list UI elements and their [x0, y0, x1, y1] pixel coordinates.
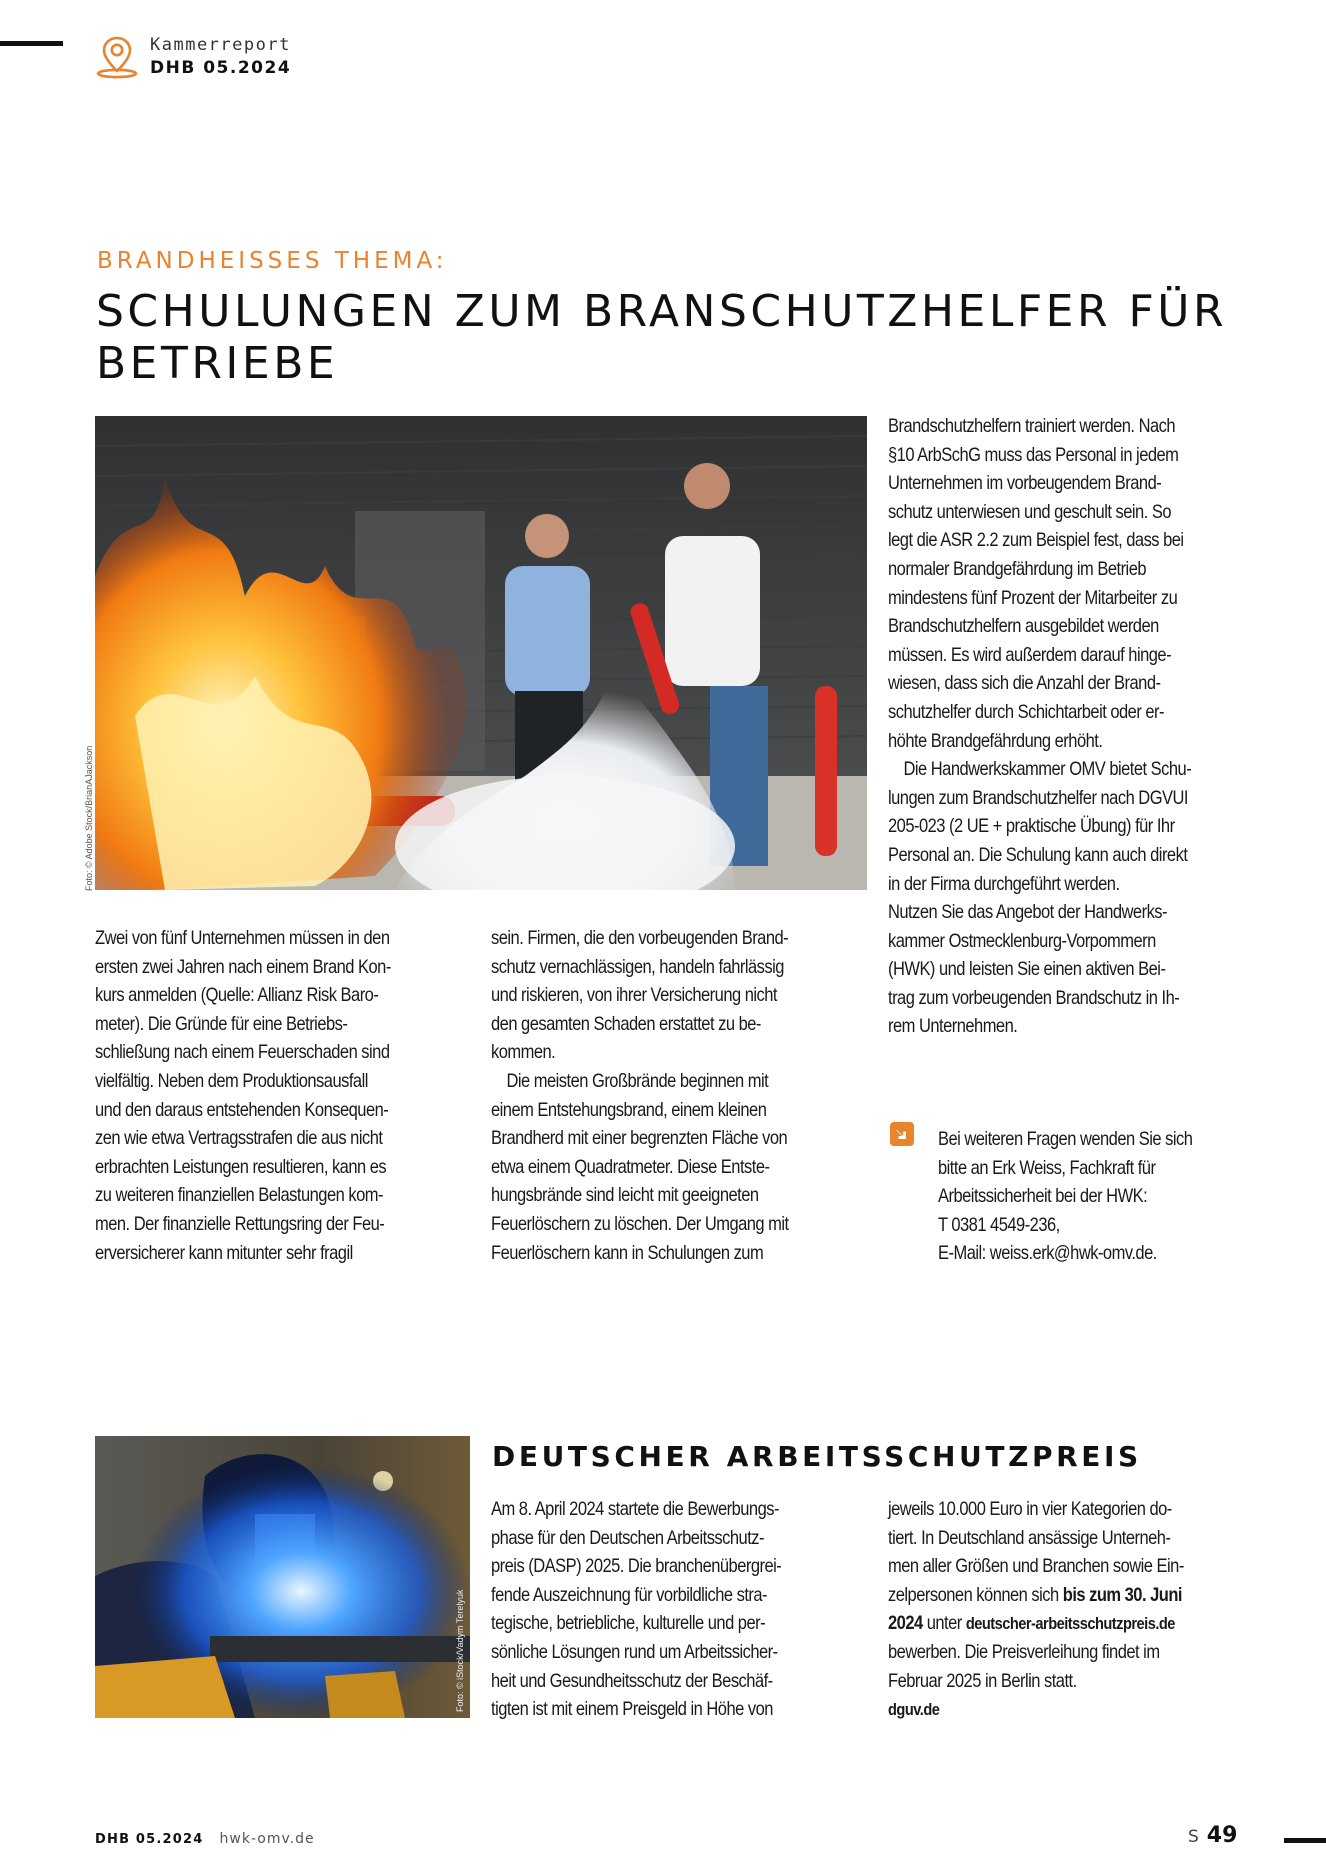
text-line: fende Auszeichnung für vorbildliche stra-	[491, 1584, 768, 1606]
text-line: und den daraus entstehenden Konsequen-	[95, 1099, 389, 1121]
text-line	[888, 1582, 1184, 1611]
text-line: lungen zum Brandschutzhelfer nach DGVUI	[888, 787, 1188, 809]
text-line: Brandschutzhelfern ausgebildet werden	[888, 616, 1159, 638]
fire-extinguisher-training-photo	[95, 416, 867, 890]
text-line: und riskieren, von ihrer Versicherung nicht	[491, 985, 778, 1007]
contact-info-box	[938, 1126, 1192, 1269]
text-line: mindestens fünf Prozent der Mitarbeiter zu	[888, 587, 1178, 609]
text-line: men aller Größen und Branchen sowie Ein-	[888, 1556, 1184, 1578]
text-line: Bei weiteren Fragen wenden Sie sich	[938, 1129, 1193, 1150]
text-line: in der Firma durchgeführt werden.	[888, 873, 1120, 895]
text-line: kammer Ostmecklenburg-Vorpommern	[888, 930, 1156, 952]
welder-photo	[95, 1436, 470, 1718]
text-fragment: unter	[922, 1613, 966, 1635]
text-line: schutz unterwiesen und geschult sein. So	[888, 501, 1171, 523]
text-line: meter). Die Gründe für eine Betriebs-	[95, 1013, 348, 1035]
text-line: schutzhelfer durch Schichtarbeit oder er-	[888, 701, 1165, 723]
text-line: §10 ArbSchG muss das Personal in jedem	[888, 444, 1179, 466]
text-line: tegische, betriebliche, kulturelle und per-	[491, 1613, 766, 1635]
text-line: tiert. In Deutschland ansässige Unterneh-	[888, 1527, 1171, 1549]
text-line: Unternehmen im vorbeugendem Brand-	[888, 473, 1162, 495]
text-line: (HWK) und leisten Sie einen aktiven Bei-	[888, 959, 1166, 981]
award-website-link[interactable]: deutscher-arbeitsschutzpreis.de	[965, 1614, 1175, 1634]
text-line: etwa einem Quadratmeter. Diese Entste-	[491, 1156, 770, 1178]
text-line: bitte an Erk Weiss, Fachkraft für	[938, 1157, 1156, 1179]
text-line: sönliche Lösungen rund um Arbeitssicher-	[491, 1641, 778, 1663]
deadline-highlight: bis zum 30. Juni	[1062, 1584, 1182, 1606]
text-line: ersten zwei Jahren nach einem Brand Kon-	[95, 956, 391, 978]
text-line: vielfältig. Neben dem Produktionsausfall	[95, 1070, 368, 1092]
text-line: Feuerlöschern kann in Schulungen zum	[491, 1242, 764, 1264]
text-line: den gesamten Schaden erstattet zu be-	[491, 1013, 761, 1035]
text-line	[888, 1610, 1184, 1639]
text-line: kommen.	[491, 1042, 556, 1064]
text-line: hungsbrände sind leicht mit geeigneten	[491, 1185, 759, 1207]
text-line: Die meisten Großbrände beginnen mit	[506, 1070, 769, 1092]
text-line: Februar 2025 in Berlin statt.	[888, 1670, 1077, 1692]
page-number	[1188, 1823, 1237, 1848]
text-line: Die Handwerkskammer OMV bietet Schu-	[903, 759, 1192, 781]
text-line: legt die ASR 2.2 zum Beispiel fest, dass bei	[888, 530, 1184, 552]
bottom-rule	[1284, 1838, 1326, 1843]
text-line: preis (DASP) 2025. Die branchenübergrei-	[491, 1556, 782, 1578]
page-footer	[95, 1831, 315, 1847]
page-header	[96, 34, 291, 80]
article-column-1	[95, 925, 391, 1268]
issue-label: DHB 05.2024	[150, 58, 292, 78]
text-line: Arbeitssicherheit bei der HWK:	[938, 1186, 1148, 1208]
photo-credit: Foto: © iStock/Vadym Terelyuk	[455, 1589, 465, 1712]
text-line: müssen. Es wird außerdem darauf hinge-	[888, 644, 1172, 666]
deadline-year: 2024	[888, 1613, 923, 1635]
text-line: zen wie etwa Vertragsstrafen die aus nicht	[95, 1128, 383, 1150]
text-fragment: zelpersonen können sich	[888, 1584, 1063, 1606]
text-line: erbrachten Leistungen resultieren, kann es	[95, 1156, 387, 1178]
article-column-2	[491, 925, 789, 1268]
footer-issue: DHB 05.2024	[95, 1832, 204, 1847]
text-line: men. Der finanzielle Rettungsring der Feu-	[95, 1213, 385, 1235]
text-line: einem Entstehungsbrand, einem kleinen	[491, 1099, 767, 1121]
top-rule	[0, 41, 63, 46]
text-line: normaler Brandgefährdung im Betrieb	[888, 558, 1147, 580]
article-overline: BRANDHEISSES THEMA:	[97, 248, 448, 274]
photo-credit: Foto: © Adobe Stock/BrianAJackson	[84, 745, 94, 891]
article-column-3	[888, 413, 1191, 1042]
text-line: schließung nach einem Feuerschaden sind	[95, 1042, 390, 1064]
text-line: zu weiteren finanziellen Belastungen kom-	[95, 1185, 383, 1207]
section-kicker: Kammerreport	[150, 35, 291, 55]
footer-website-link[interactable]: hwk-omv.de	[219, 1831, 315, 1847]
text-line: jeweils 10.000 Euro in vier Kategorien do-	[888, 1499, 1172, 1520]
article2-column-2	[888, 1496, 1184, 1725]
text-line: rem Unternehmen.	[888, 1016, 1018, 1038]
section-title: DEUTSCHER ARBEITSSCHUTZPREIS	[492, 1440, 1142, 1473]
text-line: phase für den Deutschen Arbeitsschutz-	[491, 1527, 765, 1549]
page-number-value: 49	[1206, 1823, 1238, 1848]
text-line: tigten ist mit einem Preisgeld in Höhe von	[491, 1699, 773, 1721]
text-line: kurs anmelden (Quelle: Allianz Risk Baro-	[95, 985, 379, 1007]
text-line: 205-023 (2 UE + praktische Übung) für Ihr	[888, 816, 1175, 838]
text-line: Feuerlöschern zu löschen. Der Umgang mit	[491, 1213, 789, 1235]
article2-column-1	[491, 1496, 781, 1725]
text-line: Am 8. April 2024 startete die Bewerbungs-	[491, 1499, 779, 1520]
text-line: sein. Firmen, die den vorbeugenden Brand-	[491, 928, 789, 949]
text-line: erversicherer kann mitunter sehr fragil	[95, 1242, 353, 1264]
text-line: schutz vernachlässigen, handeln fahrlässig	[491, 956, 784, 978]
text-line: Brandschutzhelfern trainiert werden. Nach	[888, 416, 1176, 437]
article-headline: SCHULUNGEN ZUM BRANSCHUTZHELFER FÜR BETRIEBE	[96, 286, 1228, 389]
text-line: Personal an. Die Schulung kann auch direkt	[888, 844, 1188, 866]
contact-email[interactable]: E-Mail: weiss.erk@hwk-omv.de.	[938, 1243, 1157, 1265]
text-line: bewerben. Die Preisverleihung findet im	[888, 1641, 1160, 1663]
text-line: wiesen, dass sich die Anzahl der Brand-	[888, 673, 1161, 695]
text-line: Zwei von fünf Unternehmen müssen in den	[95, 928, 390, 949]
page-prefix: S	[1188, 1827, 1199, 1847]
dguv-link[interactable]: dguv.de	[888, 1700, 940, 1720]
location-pin-icon	[96, 34, 138, 80]
text-line: Brandherd mit einer begrenzten Fläche von	[491, 1128, 788, 1150]
text-line: trag zum vorbeugenden Brandschutz in Ih-	[888, 987, 1180, 1009]
text-line: heit und Gesundheitsschutz der Beschäf-	[491, 1670, 773, 1692]
contact-phone: T 0381 4549-236,	[938, 1214, 1060, 1236]
arrow-down-right-icon	[890, 1122, 914, 1146]
text-line: Nutzen Sie das Angebot der Handwerks-	[888, 902, 1168, 924]
text-line: höhte Brandgefährdung erhöht.	[888, 730, 1103, 752]
